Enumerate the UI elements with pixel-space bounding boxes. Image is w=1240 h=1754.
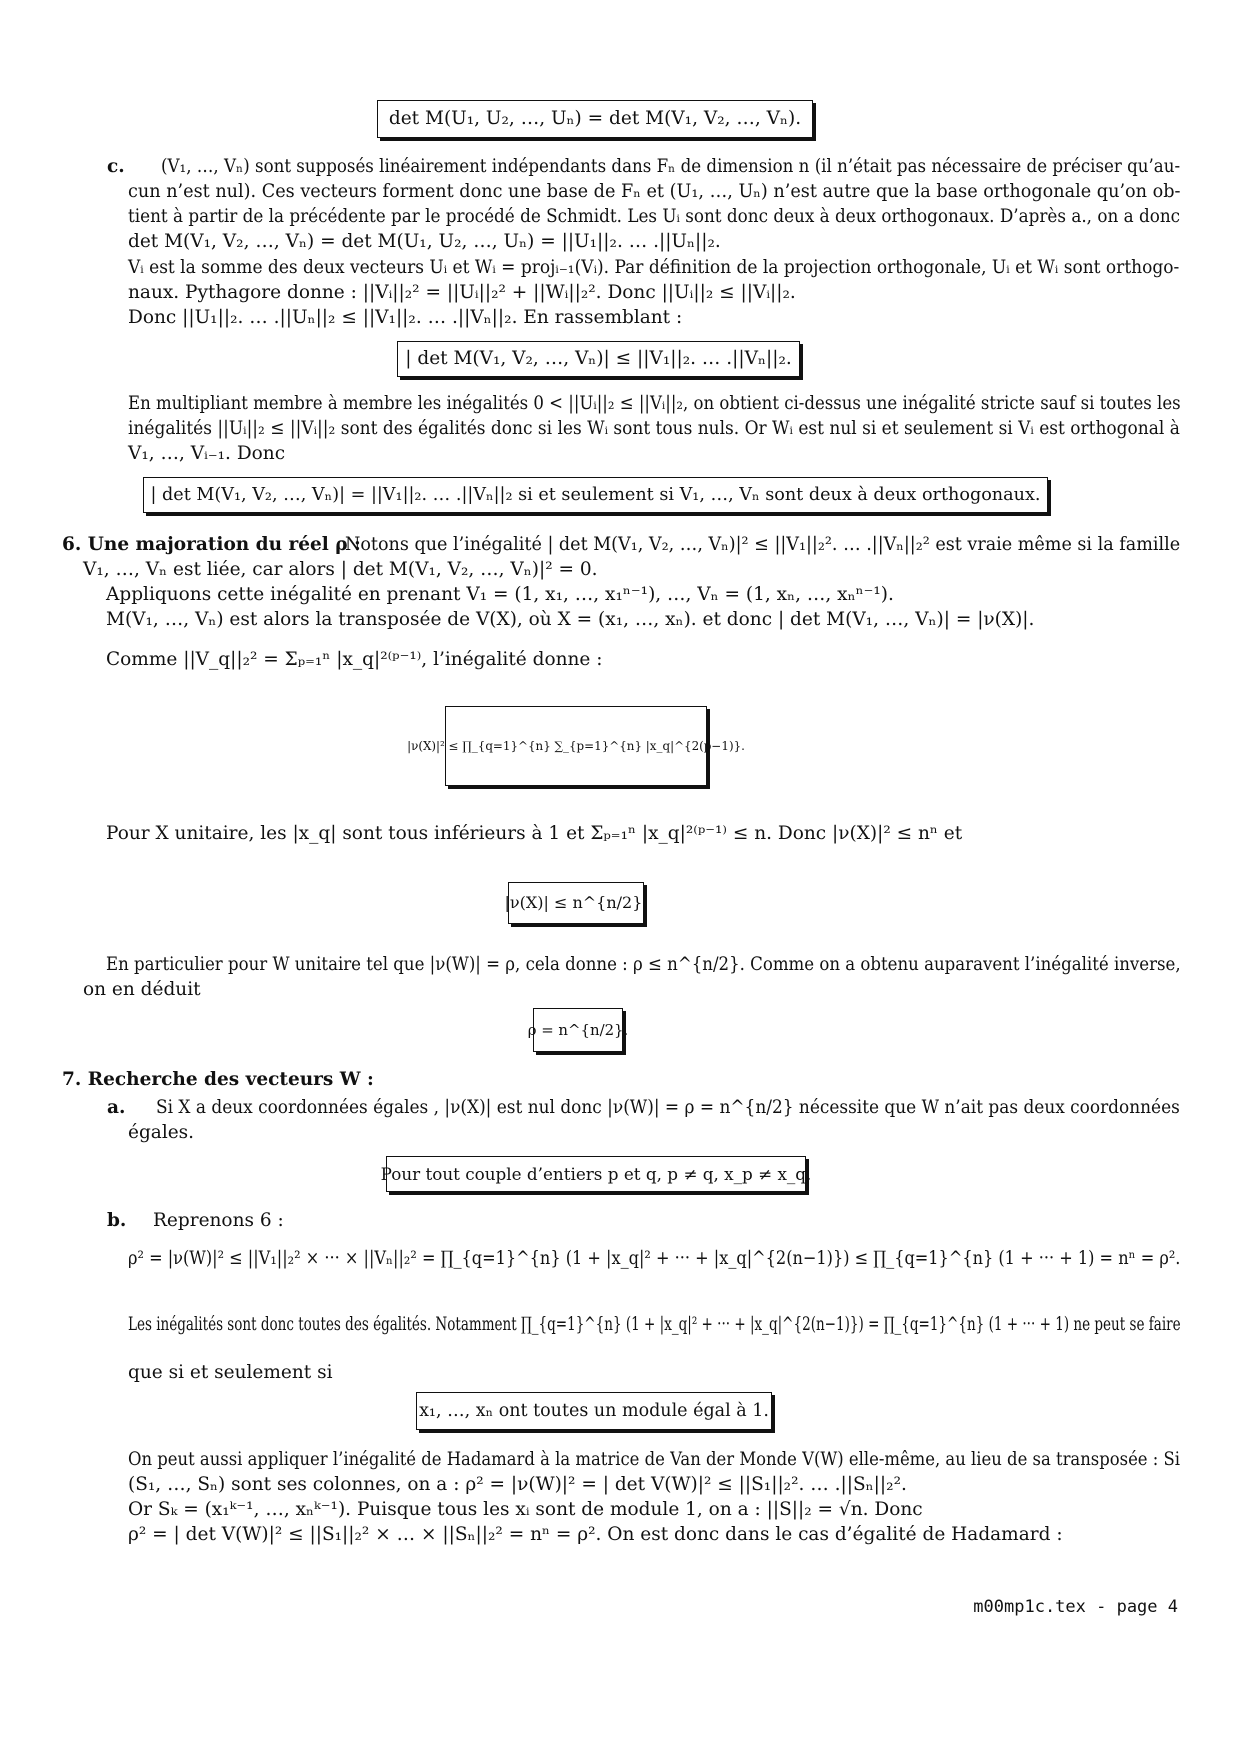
boxed-equation-top: det M(U₁, U₂, …, Uₙ) = det M(V₁, V₂, …, Vₙ). xyxy=(377,100,813,138)
text-line: On peut aussi appliquer l’inégalité de Hadamard à la matrice de Van der Monde V(W) elle-même, au lieu de sa transposée : Si xyxy=(128,1449,1181,1470)
section-heading-6: 6. Une majoration du réel ρ : xyxy=(62,534,361,555)
text-line: Si X a deux coordonnées égales , |ν(X)| est nul donc |ν(W)| = ρ = n^{n/2} nécessite que W n’ait pas deux coordonnées xyxy=(156,1097,1180,1118)
text-line: V₁, …, Vₙ est liée, car alors | det M(V₁, V₂, …, Vₙ)|² = 0. xyxy=(83,559,598,580)
item-label-a: a. xyxy=(107,1097,126,1118)
boxed-equation-rho: ρ = n^{n/2}. xyxy=(533,1008,623,1052)
boxed-equation-nu-unit: |ν(X)| ≤ n^{n/2}. xyxy=(508,882,644,924)
text-line: Vᵢ est la somme des deux vecteurs Uᵢ et Wᵢ = projᵢ₋₁(Vᵢ). Par définition de la projection orthogonale, Uᵢ et Wᵢ sont orthogo- xyxy=(128,257,1180,278)
text-line: Appliquons cette inégalité en prenant V₁ = (1, x₁, …, x₁ⁿ⁻¹), …, Vₙ = (1, xₙ, …, xₙⁿ⁻¹). xyxy=(106,584,894,605)
boxed-equation-orthogonal: | det M(V₁, V₂, …, Vₙ)| = ||V₁||₂. … .||Vₙ||₂ si et seulement si V₁, …, Vₙ sont deux à deux orthogonaux. xyxy=(143,477,1048,513)
text-line: Pour X unitaire, les |x_q| sont tous inférieurs à 1 et Σₚ₌₁ⁿ |x_q|²⁽ᵖ⁻¹⁾ ≤ n. Donc |ν(X)|² ≤ nⁿ et xyxy=(106,823,963,844)
text-line: ρ² = | det V(W)|² ≤ ||S₁||₂² × … × ||Sₙ||₂² = nⁿ = ρ². On est donc dans le cas d’égalité de Hadamard : xyxy=(128,1524,1063,1545)
text-line: ρ² = |ν(W)|² ≤ ||V₁||₂² × ··· × ||Vₙ||₂² = ∏_{q=1}^{n} (1 + |x_q|² + ··· + |x_q|^{2(n−1)}) ≤ ∏_{q=1}^{n} (1 + ··· + 1) = nⁿ = ρ². xyxy=(128,1248,1181,1269)
boxed-equation-hadamard: | det M(V₁, V₂, …, Vₙ)| ≤ ||V₁||₂. … .||Vₙ||₂. xyxy=(397,341,800,377)
text-line: det M(V₁, V₂, …, Vₙ) = det M(U₁, U₂, …, Uₙ) = ||U₁||₂. … .||Uₙ||₂. xyxy=(128,231,721,252)
text-line: Donc ||U₁||₂. … .||Uₙ||₂ ≤ ||V₁||₂. … .||Vₙ||₂. En rassemblant : xyxy=(128,307,683,328)
page-footer: m00mp1c.tex - page 4 xyxy=(973,1597,1178,1617)
text-line: Or Sₖ = (x₁ᵏ⁻¹, …, xₙᵏ⁻¹). Puisque tous les xᵢ sont de module 1, on a : ||S||₂ = √n. Donc xyxy=(128,1499,923,1520)
text-line: En particulier pour W unitaire tel que |ν(W)| = ρ, cela donne : ρ ≤ n^{n/2}. Comme on a obtenu auparavent l’inégalité inverse, xyxy=(106,954,1181,975)
text-line: que si et seulement si xyxy=(128,1362,333,1383)
text-line: naux. Pythagore donne : ||Vᵢ||₂² = ||Uᵢ||₂² + ||Wᵢ||₂². Donc ||Uᵢ||₂ ≤ ||Vᵢ||₂. xyxy=(128,282,796,303)
item-label-c: c. xyxy=(107,156,125,177)
text-line: M(V₁, …, Vₙ) est alors la transposée de V(X), où X = (x₁, …, xₙ). et donc | det M(V₁, …, Vₙ)| = |ν(X)|. xyxy=(106,609,1035,630)
text-line: Reprenons 6 : xyxy=(153,1210,284,1231)
text-line: cun n’est nul). Ces vecteurs forment donc une base de Fₙ et (U₁, …, Uₙ) n’est autre que la base orthogonale qu’on ob- xyxy=(128,181,1181,202)
boxed-equation-modulus: x₁, …, xₙ ont toutes un module égal à 1. xyxy=(416,1392,772,1430)
text-line: Notons que l’inégalité | det M(V₁, V₂, …, Vₙ)|² ≤ ||V₁||₂². … .||Vₙ||₂² est vraie même si la famille xyxy=(345,534,1181,555)
item-label-b: b. xyxy=(107,1210,127,1231)
text-line: tient à partir de la précédente par le procédé de Schmidt. Les Uᵢ sont donc deux à deux orthogonaux. D’après a., on a donc xyxy=(128,206,1181,227)
boxed-equation-nu-bound: |ν(X)|² ≤ ∏_{q=1}^{n} ∑_{p=1}^{n} |x_q|^{2(p−1)}. xyxy=(445,706,707,786)
text-line: on en déduit xyxy=(83,979,201,1000)
text-line: (S₁, …, Sₙ) sont ses colonnes, on a : ρ² = |ν(W)|² = | det V(W)|² ≤ ||S₁||₂². … .||Sₙ||₂². xyxy=(128,1474,907,1495)
boxed-equation-distinct: Pour tout couple d’entiers p et q, p ≠ q, x_p ≠ x_q. xyxy=(386,1156,806,1192)
text-line: En multipliant membre à membre les inégalités 0 < ||Uᵢ||₂ ≤ ||Vᵢ||₂, on obtient ci-dessus une inégalité stricte sauf si toutes les xyxy=(128,393,1181,414)
text-line: Comme ||V_q||₂² = Σₚ₌₁ⁿ |x_q|²⁽ᵖ⁻¹⁾, l’inégalité donne : xyxy=(106,649,603,670)
section-heading-7: 7. Recherche des vecteurs W : xyxy=(62,1069,374,1090)
text-line: (V₁, …, Vₙ) sont supposés linéairement indépendants dans Fₙ de dimension n (il n’était pas nécessaire de préciser qu’au- xyxy=(161,156,1181,177)
text-line: égales. xyxy=(128,1122,195,1143)
text-line: V₁, …, Vᵢ₋₁. Donc xyxy=(128,443,286,464)
text-line: Les inégalités sont donc toutes des égalités. Notamment ∏_{q=1}^{n} (1 + |x_q|² + ··· + |x_q|^{2(n−1)}) = ∏_{q=1}^{n} (1 + ··· + 1) ne peut se faire xyxy=(128,1314,1181,1335)
text-line: inégalités ||Uᵢ||₂ ≤ ||Vᵢ||₂ sont des égalités donc si les Wᵢ sont tous nuls. Or Wᵢ est nul si et seulement si Vᵢ est orthogonal à xyxy=(128,418,1180,439)
